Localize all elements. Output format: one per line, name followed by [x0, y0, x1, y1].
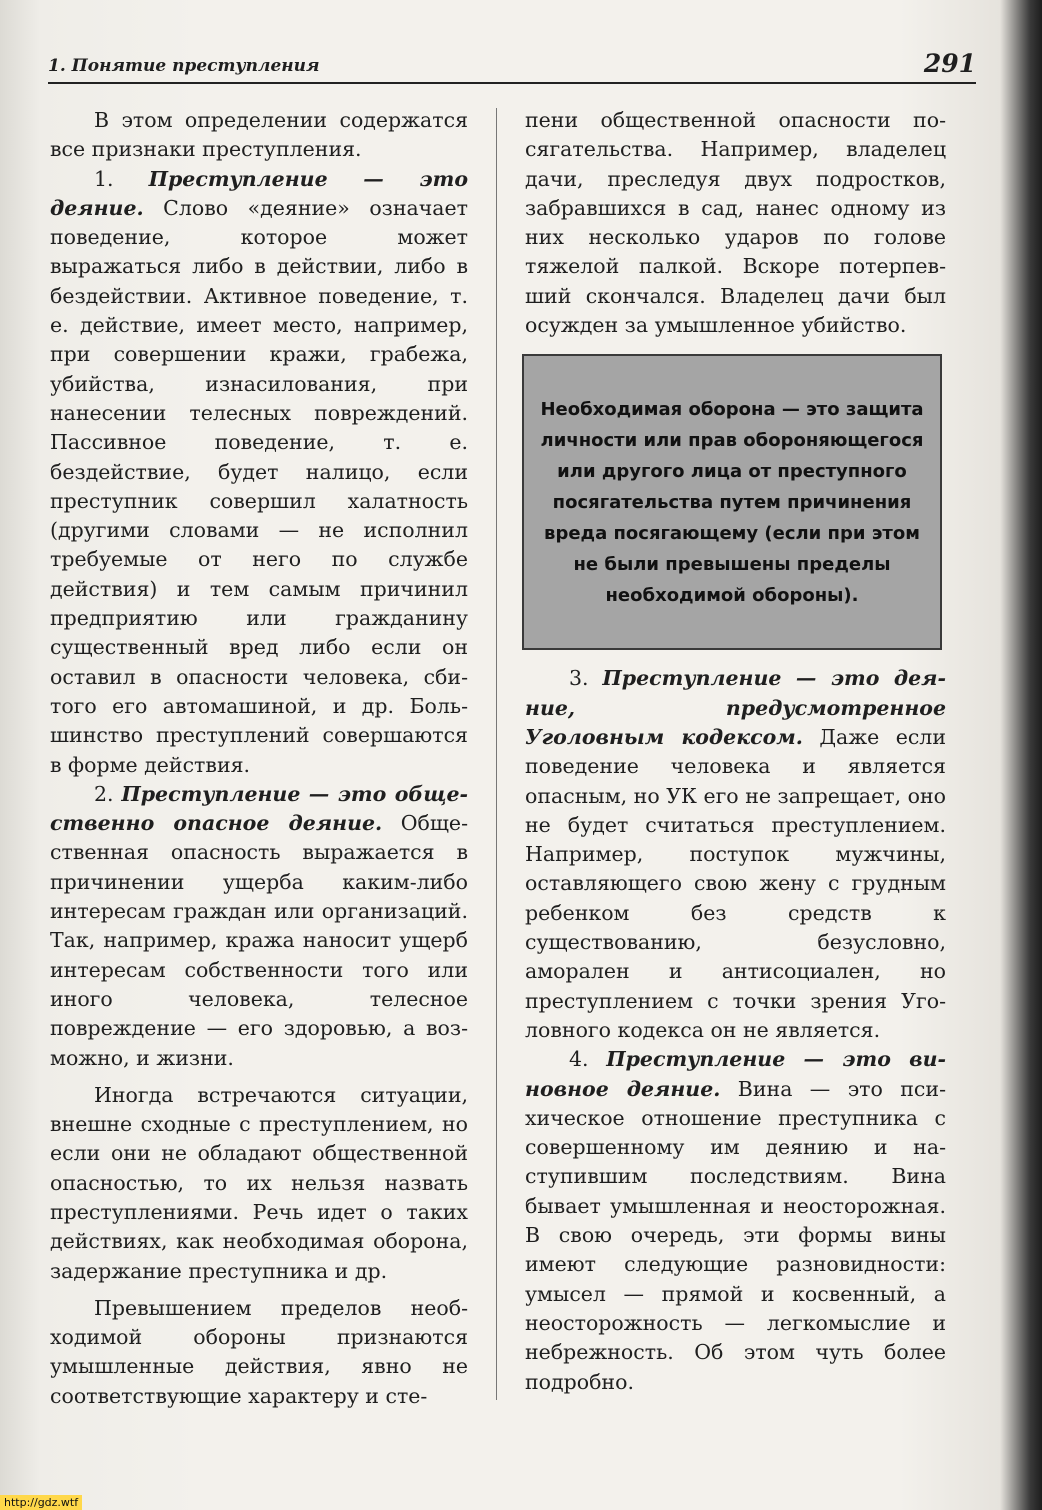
- paragraph: Превышением пределов необходимой обороны признаются умышленные действия, явно не соответствующие характеру и сте-: [50, 1295, 468, 1408]
- source-watermark-link[interactable]: http://gdz.wtf: [0, 1495, 82, 1510]
- emphasis: Преступление — это общественно опасное деяние.: [50, 781, 469, 836]
- paragraph-text: Вина — это психическое отношение преступника с совершенному им деянию и наступившим последствиям. Вина бывает умышленная и неосторожная. В свою очередь, эти формы вины имеют следующие разновидности: умысел — прямой и косвенный, а неосторожность — легкомыслие и небрежность. Об этом чуть более подробно.: [525, 1076, 946, 1394]
- emphasis: Преступление — это деяние, предусмотренное Уголовным кодексом.: [525, 666, 947, 749]
- paragraph-danger: [50, 780, 468, 1073]
- chapter-title: 1. Понятие преступления: [48, 56, 320, 76]
- definition-text: Необходимая оборона — это защита личности или прав обороняющегося или другого лица от преступного посягательства путем причинения вреда посягающему (если при этом не были превышены пределы необходимой обороны).: [540, 398, 924, 606]
- left-column: [50, 106, 468, 1411]
- list-number: 3.: [569, 666, 603, 691]
- paragraph: В этом определении содержатся все признаки преступления.: [50, 108, 468, 162]
- paragraph-criminal-code: [525, 664, 946, 1045]
- list-number: 1.: [94, 166, 149, 191]
- paragraph-text: Общественная опасность выражается в причинении ущерба каким-либо интересам граждан или организаций. Так, например, кража наносит ущерб интересам собственности того или иного человека, телесное повреждение — его здоровью, а возможно, и жизни.: [50, 811, 468, 1070]
- list-number: 4.: [569, 1047, 607, 1072]
- paragraph: Иногда встречаются ситуации, внешне сходные с преступлением, но если они не обладают общественной опасностью, то их нельзя назвать преступлениями. Речь идет о таких действиях, как необходимая оборона, задержание преступника и др.: [50, 1082, 468, 1283]
- paragraph: пени общественной опасности посягательства. Например, владелец дачи, преследуя двух подростков, забравшихся в сад, нанес одному из них несколько ударов по голове тяжелой палкой. Вскоре потерпевший скончался. Владелец дачи был осужден за умышленное убийство.: [525, 108, 946, 338]
- paragraph-text: Слово «деяние» означает поведение, которое может выражаться либо в действии, либо в бездействии. Активное поведение, т. е. действие, имеет место, например, при совершении кражи, грабежа, убийства, изнасилования, при нанесении телесных повреждений. Пассивное поведение, т. е. бездействие, будет налицо, если преступник совершил халатность (другими словами — не исполнил требуемые от него по службе действия) и тем самым причинил предприятию или гражданину существенный вред либо если он оставил в опасности человека, сбитого его автомашиной, и др. Большинство преступлений совершаются в форме действия.: [50, 195, 468, 777]
- page-header: [48, 48, 976, 84]
- right-column: [525, 106, 946, 1397]
- page-number: 291: [923, 49, 976, 78]
- paragraph-text: Даже если поведение человека и является опасным, но УК его не запрещает, оно не будет считаться преступлением. Например, поступок мужчины, оставляющего свою жену с грудным ребенком без средств к существованию, безусловно, аморален и антисоциален, но преступлением с точки зрения Уголовного кодекса он не является.: [525, 724, 946, 1042]
- paragraph-deed: [50, 165, 468, 780]
- list-number: 2.: [94, 781, 122, 806]
- definition-box: [522, 354, 942, 650]
- column-divider: [496, 108, 497, 1400]
- paragraph-guilt: [525, 1045, 946, 1397]
- emphasis: Преступление — это деяние.: [50, 166, 469, 220]
- emphasis: Преступление — это виновное деяние.: [525, 1047, 947, 1101]
